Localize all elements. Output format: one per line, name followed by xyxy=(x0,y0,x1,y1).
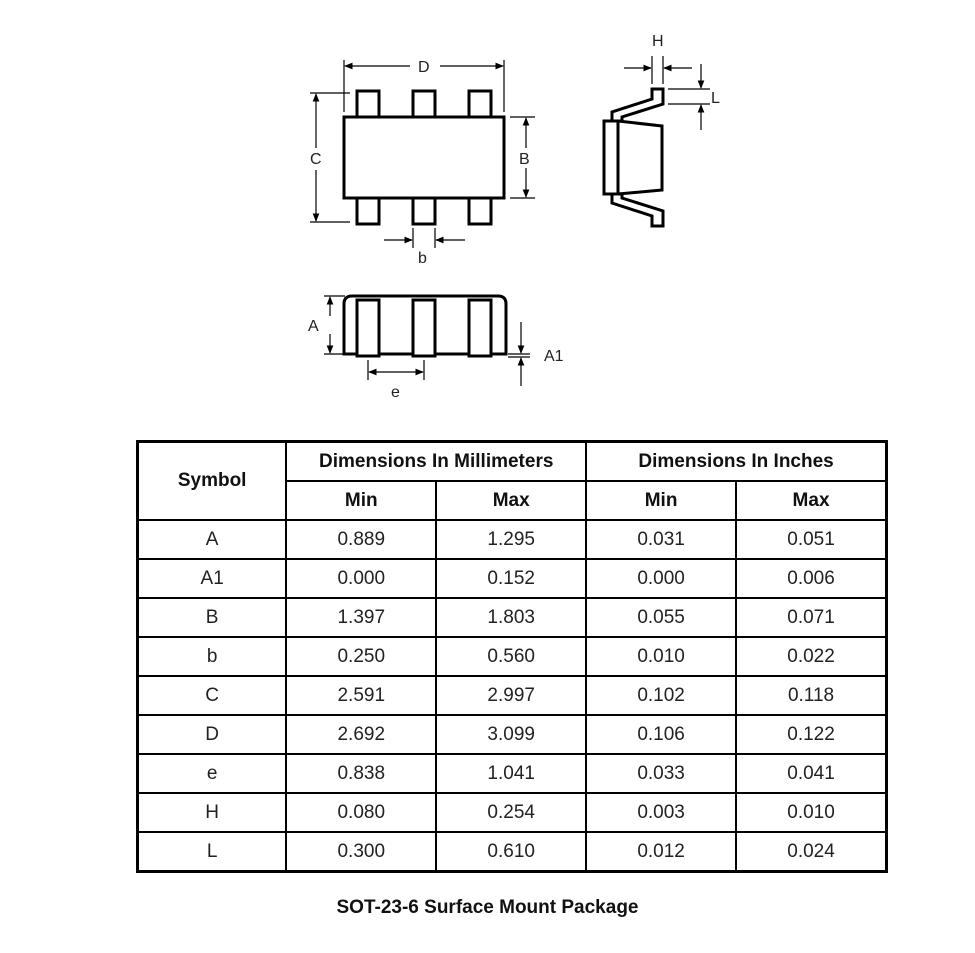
pin-front-3 xyxy=(469,300,491,356)
cell-in-max: 0.010 xyxy=(736,793,886,832)
dimensions-table xyxy=(136,440,888,873)
cell-symbol: A1 xyxy=(138,559,287,598)
cell-symbol: e xyxy=(138,754,287,793)
header-millimeters: Dimensions In Millimeters xyxy=(286,442,586,482)
cell-mm-min: 2.591 xyxy=(286,676,436,715)
package-body-top xyxy=(344,117,504,198)
cell-in-max: 0.118 xyxy=(736,676,886,715)
cell-in-max: 0.051 xyxy=(736,520,886,559)
cell-symbol: C xyxy=(138,676,287,715)
label-e: e xyxy=(391,384,400,401)
header-mm-max: Max xyxy=(436,481,586,520)
cell-mm-min: 0.889 xyxy=(286,520,436,559)
pin-bottom-2 xyxy=(413,196,435,224)
header-symbol: Symbol xyxy=(138,442,287,521)
table-row xyxy=(138,637,887,676)
cell-mm-min: 0.080 xyxy=(286,793,436,832)
cell-in-min: 0.106 xyxy=(586,715,736,754)
table-row xyxy=(138,715,887,754)
label-H: H xyxy=(652,33,664,50)
table-row xyxy=(138,754,887,793)
top-view xyxy=(310,59,535,267)
cell-mm-max: 2.997 xyxy=(436,676,586,715)
table-row xyxy=(138,676,887,715)
cell-in-max: 0.022 xyxy=(736,637,886,676)
cell-mm-max: 0.560 xyxy=(436,637,586,676)
package-caption: SOT-23-6 Surface Mount Package xyxy=(336,897,639,918)
cell-mm-max: 1.041 xyxy=(436,754,586,793)
cell-mm-min: 0.000 xyxy=(286,559,436,598)
cell-mm-max: 1.295 xyxy=(436,520,586,559)
label-A1: A1 xyxy=(544,348,564,365)
cell-mm-min: 0.838 xyxy=(286,754,436,793)
cell-symbol: D xyxy=(138,715,287,754)
cell-in-max: 0.006 xyxy=(736,559,886,598)
header-in-max: Max xyxy=(736,481,886,520)
end-view xyxy=(604,33,720,226)
table-row xyxy=(138,598,887,637)
cell-symbol: b xyxy=(138,637,287,676)
cell-in-min: 0.003 xyxy=(586,793,736,832)
table-row xyxy=(138,793,887,832)
header-inches: Dimensions In Inches xyxy=(586,442,886,482)
header-in-min: Min xyxy=(586,481,736,520)
pin-top-2 xyxy=(413,91,435,119)
pin-top-3 xyxy=(469,91,491,119)
label-B: B xyxy=(519,151,530,168)
pin-top-1 xyxy=(357,91,379,119)
cell-mm-max: 1.803 xyxy=(436,598,586,637)
cell-mm-max: 0.610 xyxy=(436,832,586,872)
cell-mm-max: 3.099 xyxy=(436,715,586,754)
label-L: L xyxy=(711,90,720,107)
cell-in-min: 0.010 xyxy=(586,637,736,676)
cell-in-min: 0.000 xyxy=(586,559,736,598)
front-view xyxy=(308,296,564,401)
cell-symbol: A xyxy=(138,520,287,559)
cell-mm-max: 0.254 xyxy=(436,793,586,832)
label-C: C xyxy=(310,151,322,168)
table-row xyxy=(138,520,887,559)
cell-symbol: L xyxy=(138,832,287,872)
cell-mm-min: 2.692 xyxy=(286,715,436,754)
pin-bottom-3 xyxy=(469,196,491,224)
table-row xyxy=(138,832,887,872)
pin-front-2 xyxy=(413,300,435,356)
cell-in-min: 0.055 xyxy=(586,598,736,637)
cell-in-min: 0.012 xyxy=(586,832,736,872)
package-drawing xyxy=(0,0,975,430)
cell-symbol: H xyxy=(138,793,287,832)
cell-in-max: 0.041 xyxy=(736,754,886,793)
label-b: b xyxy=(418,250,427,267)
label-A: A xyxy=(308,318,319,335)
cell-mm-min: 0.300 xyxy=(286,832,436,872)
cell-symbol: B xyxy=(138,598,287,637)
cell-mm-min: 1.397 xyxy=(286,598,436,637)
cell-in-max: 0.071 xyxy=(736,598,886,637)
pin-bottom-1 xyxy=(357,196,379,224)
table-row xyxy=(138,559,887,598)
pin-front-1 xyxy=(357,300,379,356)
cell-in-min: 0.033 xyxy=(586,754,736,793)
cell-in-max: 0.122 xyxy=(736,715,886,754)
cell-in-min: 0.102 xyxy=(586,676,736,715)
label-D: D xyxy=(418,59,430,76)
cell-mm-min: 0.250 xyxy=(286,637,436,676)
package-body-end xyxy=(604,121,618,194)
cell-mm-max: 0.152 xyxy=(436,559,586,598)
header-mm-min: Min xyxy=(286,481,436,520)
cell-in-min: 0.031 xyxy=(586,520,736,559)
cell-in-max: 0.024 xyxy=(736,832,886,872)
